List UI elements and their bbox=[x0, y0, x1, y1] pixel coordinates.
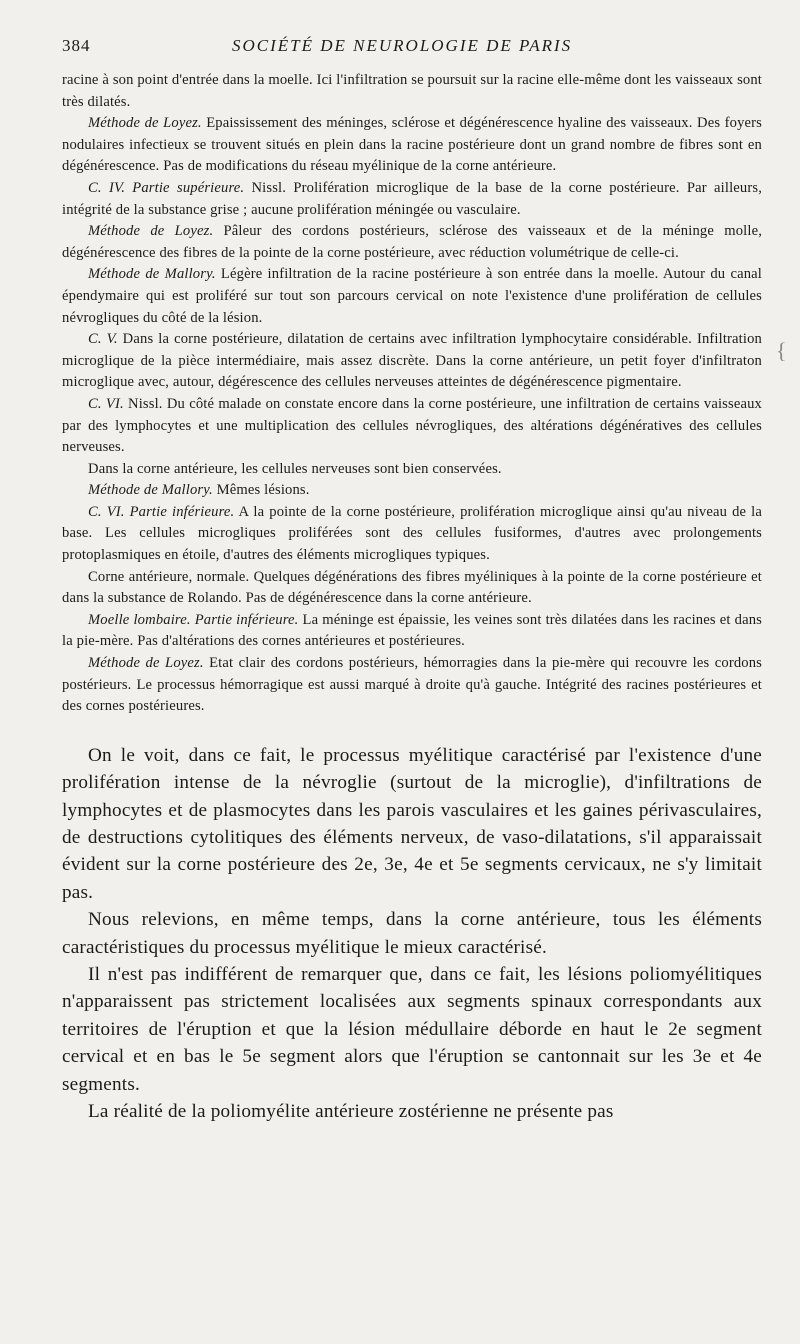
paragraph-lead: C. VI. bbox=[88, 395, 124, 412]
page-header bbox=[62, 36, 760, 58]
discussion-paragraph: Il n'est pas indifférent de remarquer que, dans ce fait, les lésions poliomyélitiques n'apparaissent pas strictement localisées aux segments spinaux correspondants aux territoires de l'éruption et que la lésion médullaire déborde en haut le 2e segment cervical et en bas le 5e segment alors que l'éruption se cantonnait sur les 3e et 4e segments. bbox=[62, 964, 762, 1095]
paragraph-text: Corne antérieure, normale. Quelques dégénérations des fibres myéliniques à la pointe de la corne postérieure et dans la substance de Rolando. Pas de dégénérescence dans la corne antérieure. bbox=[62, 568, 762, 607]
paragraph-text: Dans la corne antérieure, les cellules nerveuses sont bien conservées. bbox=[88, 460, 502, 477]
case-note-paragraph bbox=[62, 113, 762, 178]
paragraph-text: Nissl. Prolifération microglique de la base de la corne postérieure. Par ailleurs, intégrité de la substance grise ; aucune prolifération méningée ou vasculaire. bbox=[62, 179, 762, 218]
paragraph-lead: Méthode de Loyez. bbox=[88, 115, 202, 132]
case-note-paragraph bbox=[62, 178, 762, 221]
paragraph-text: Légère infiltration de la racine postérieure à son entrée dans la moelle. Autour du canal épendymaire qui est proliféré sur tout son parcours cervical on note l'existence d'une prolifération de cellules névrogliques du côté de la lésion. bbox=[62, 266, 762, 326]
case-note-paragraph bbox=[62, 329, 762, 394]
paragraph-lead: Méthode de Mallory. bbox=[88, 266, 216, 283]
paragraph-text: Nissl. Du côté malade on constate encore dans la corne postérieure, une infiltration de certains vaisseaux par des lymphocytes et une multiplication des cellules névrogliques, des altérations dégénératives des cellules nerveuses. bbox=[62, 395, 762, 456]
discussion-section bbox=[62, 742, 762, 1126]
margin-bracket-mark: { bbox=[776, 338, 787, 363]
paragraph-text: La méninge est épaissie, les veines sont très dilatées dans les racines et dans la pie-mère. Pas d'altérations des cornes antérieures et postérieures. bbox=[62, 611, 762, 650]
case-note-paragraph bbox=[62, 502, 762, 567]
paragraph-lead: Moelle lombaire. Partie inférieure. bbox=[88, 611, 299, 628]
paragraph-lead: C. VI. Partie inférieure. bbox=[88, 503, 235, 520]
case-note-paragraph bbox=[62, 70, 762, 113]
case-note-paragraph bbox=[62, 567, 762, 610]
case-note-paragraph bbox=[62, 221, 762, 264]
paragraph-text: Mêmes lésions. bbox=[212, 482, 310, 499]
case-note-paragraph bbox=[62, 610, 762, 653]
paragraph-text: Etat clair des cordons postérieurs, hémorragies dans la pie-mère qui recouvre les cordons postérieurs. Le processus hémorragique est aussi marqué à droite qu'à gauche. Intégrité des racines postérieures et des cornes postérieures. bbox=[62, 655, 762, 715]
paragraph-text: Epaississement des méninges, sclérose et dégénérescence hyaline des vaisseaux. Des foyers nodulaires infectieux se trouvent situés en plein dans la racine postérieure dont un grand nombre de fibres sont en dégénérescence. Pas de modifications du réseau myélinique de la corne antérieure. bbox=[62, 115, 762, 175]
paragraph-lead: Méthode de Mallory. bbox=[88, 482, 213, 499]
paragraph-text: Dans la corne postérieure, dilatation de certains avec infiltration lymphocytaire considérable. Infiltration microglique de la pièce intermédiaire, mais assez discrète. Dans la corne antérieure, un petit foyer d'infiltraton microglique avec, autour, dégérescence des cellules nerveuses atteintes de dégénérescence pigmentaire. bbox=[62, 331, 762, 391]
discussion-paragraph: On le voit, dans ce fait, le processus myélitique caractérisé par l'existence d'une prolifération intense de la névroglie (surtout de la microglie), d'infiltrations de lymphocytes et de plasmocytes dans les parois vasculaires et les gaines périvasculaires, de destructions cytolitiques des éléments nerveux, de vaso-dilatations, s'il apparaissait évident sur la corne postérieure des 2e, 3e, 4e et 5e segments cervicaux, ne s'y limitait pas. bbox=[62, 744, 762, 903]
case-note-paragraph bbox=[62, 264, 762, 329]
paragraph-text: Pâleur des cordons postérieurs, sclérose des vaisseaux et de la méninge molle, dégénérescence des fibres de la pointe de la corne postérieure, avec réduction volumétrique de celle-ci. bbox=[62, 223, 762, 261]
case-note-paragraph bbox=[62, 394, 762, 459]
discussion-paragraph: Nous relevions, en même temps, dans la corne antérieure, tous les éléments caractéristiques du processus myélitique le mieux caractérisé. bbox=[62, 909, 762, 958]
page-body bbox=[62, 70, 762, 1126]
case-notes-section bbox=[62, 70, 762, 718]
paragraph-text: racine à son point d'entrée dans la moelle. Ici l'infiltration se poursuit sur la racine elle-même dont les vaisseaux sont très dilatés. bbox=[62, 72, 762, 110]
paragraph-lead: Méthode de Loyez. bbox=[88, 223, 214, 240]
paragraph-lead: C. V. bbox=[88, 331, 118, 348]
discussion-paragraph: La réalité de la poliomyélite antérieure zostérienne ne présente pas bbox=[88, 1101, 614, 1123]
case-note-paragraph bbox=[62, 653, 762, 718]
running-title: SOCIÉTÉ DE NEUROLOGIE DE PARIS bbox=[232, 36, 573, 55]
page-number: 384 bbox=[62, 36, 91, 55]
paragraph-text: A la pointe de la corne postérieure, prolifération microglique ainsi qu'au niveau de la base. Les cellules microgliques proliférées sont des cellules fusiformes, d'autres avec prolongements protoplasmiques en étoile, d'autres des éléments microgliques typiques. bbox=[62, 503, 762, 564]
case-note-paragraph bbox=[62, 459, 762, 481]
case-note-paragraph bbox=[62, 480, 762, 502]
paragraph-lead: C. IV. Partie supérieure. bbox=[88, 179, 245, 196]
paragraph-lead: Méthode de Loyez. bbox=[88, 655, 204, 672]
